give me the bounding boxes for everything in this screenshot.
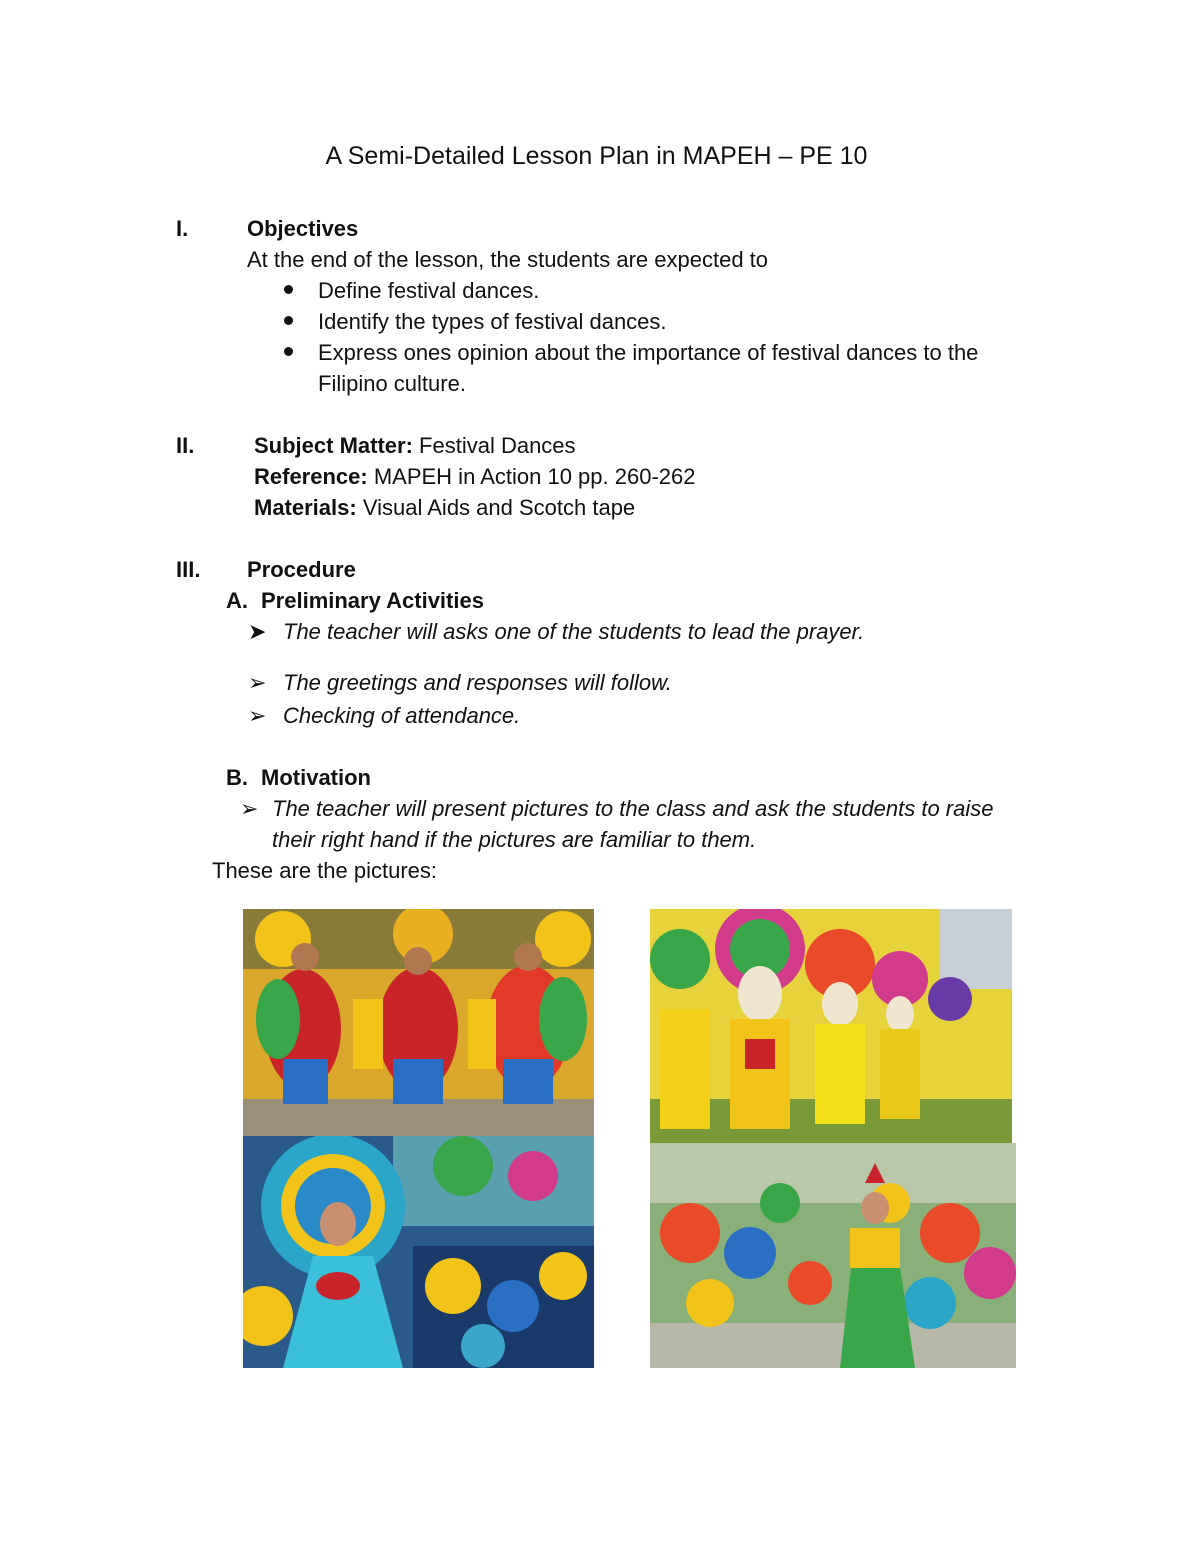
preliminary-item: Checking of attendance. <box>283 703 521 728</box>
preliminary-item: The teacher will asks one of the students to lead the prayer. <box>283 619 865 644</box>
arrowhead-bullet-icon: ➤ <box>248 619 267 644</box>
section-numeral-procedure: III. <box>176 557 201 582</box>
arrowhead-bullet-icon: ➢ <box>240 796 259 821</box>
procedure-heading: Procedure <box>247 557 356 582</box>
motivation-item: The teacher will present pictures to the class and ask the students to raise <box>272 796 994 821</box>
section-numeral-objectives: I. <box>176 216 189 241</box>
objectives-heading: Objectives <box>247 216 359 241</box>
subsection-letter-a: A. <box>226 588 248 613</box>
arrowhead-bullet-icon: ➢ <box>248 670 267 695</box>
page-title: A Semi-Detailed Lesson Plan in MAPEH – PE 10 <box>325 142 868 170</box>
motivation-item-continued: their right hand if the pictures are familiar to them. <box>272 827 757 852</box>
bullet-dot-icon <box>284 347 293 356</box>
subject-matter-label: Subject Matter: <box>254 433 413 458</box>
objective-item: Identify the types of festival dances. <box>318 309 667 334</box>
bullet-dot-icon <box>284 316 293 325</box>
festival-photo-starfish-green <box>650 1143 1016 1368</box>
festival-photo-dancers-red-blue <box>243 909 594 1136</box>
materials-line <box>254 492 635 523</box>
reference-value: MAPEH in Action 10 pp. 260-262 <box>367 464 696 489</box>
subject-matter-value: Festival Dances <box>412 433 576 458</box>
motivation-heading: Motivation <box>261 765 371 790</box>
bullet-dot-icon <box>284 285 293 294</box>
pictures-caption: These are the pictures: <box>212 858 438 883</box>
arrowhead-bullet-icon: ➢ <box>248 703 267 728</box>
reference-label: Reference: <box>254 464 368 489</box>
section-numeral-subject: II. <box>176 433 195 458</box>
subsection-letter-b: B. <box>226 765 248 790</box>
objective-item: Define festival dances. <box>318 278 540 303</box>
materials-label: Materials: <box>254 495 357 520</box>
materials-value: Visual Aids and Scotch tape <box>356 495 636 520</box>
objectives-intro: At the end of the lesson, the students are expected to <box>247 247 769 272</box>
reference-line <box>254 461 695 492</box>
festival-photo-queen-blue <box>243 1136 594 1368</box>
subject-matter-line <box>254 430 576 461</box>
preliminary-activities-heading: Preliminary Activities <box>261 588 484 613</box>
objective-item: Express ones opinion about the importance of festival dances to the <box>318 340 979 365</box>
festival-photo-masks-yellow <box>650 909 1012 1143</box>
preliminary-item: The greetings and responses will follow. <box>283 670 672 695</box>
objective-item-continued: Filipino culture. <box>318 371 466 396</box>
